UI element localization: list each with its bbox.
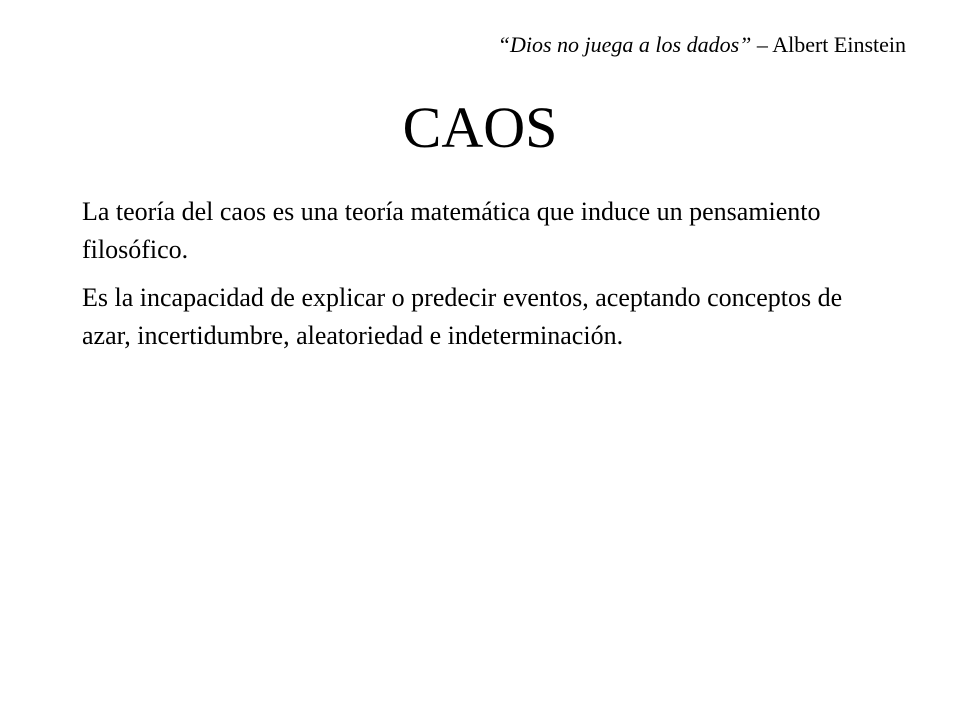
slide-body bbox=[82, 193, 882, 365]
quote-text: “Dios no juega a los dados” bbox=[497, 32, 752, 57]
epigraph-quote bbox=[498, 30, 906, 60]
slide-title: CAOS bbox=[402, 95, 558, 160]
paragraph-explanation: Es la incapacidad de explicar o predecir eventos, aceptando conceptos de azar, incertidumbre, aleatoriedad e indeterminación. bbox=[82, 283, 843, 350]
quote-author: – Albert Einstein bbox=[751, 32, 906, 57]
paragraph-definition: La teoría del caos es una teoría matemática que induce un pensamiento filosófico. bbox=[82, 197, 821, 264]
